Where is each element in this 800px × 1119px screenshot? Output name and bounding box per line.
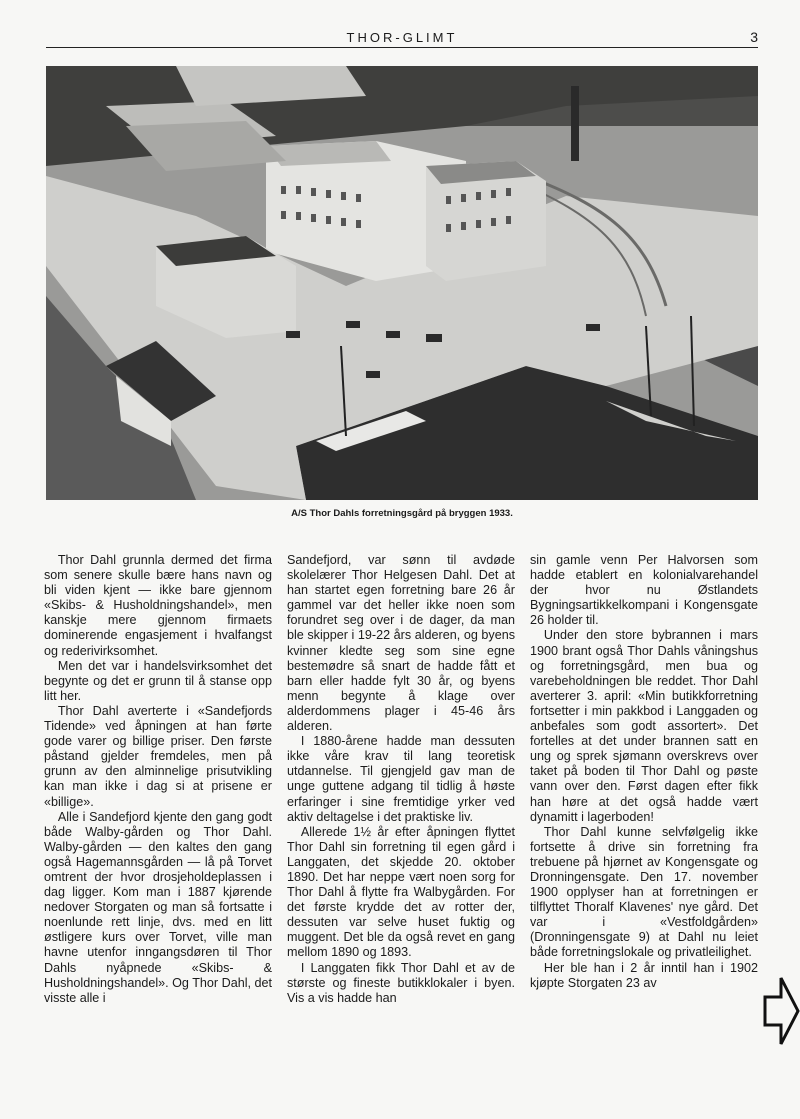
paragraph: Alle i Sandefjord kjente den gang godt både Walby-gården og Thor Dahl. Walby-gården — den kaltes den gang også Hagemannsgården — lå på Torvet omtrent der hvor drosjeholdeplassen i dag ligger. Kom man i 1887 kjørende nedover Storgaten og man så fortsatte i noenlunde rett linje, dvs. med en litt østligere kurs over Torvet, ville man havne utenfor inngangsdøren til Thor Dahls nyåpnede «Skibs- & Husholdningshandel». Og Thor Dahl, det visste alle i bbox=[44, 809, 273, 1005]
harbor-photograph bbox=[46, 66, 758, 500]
paragraph: Thor Dahl kunne selvfølgelig ikke fortsette å drive sin forretning fra trebuene på hjørnet av Kongensgate og Dronningensgate. Den 17. november 1900 opplyser han at forretningen er tilflyttet Thoralf Klavenes' nye gård. Det var i «Vestfoldgården» (Dronningensgate 9) at Dahl nu leiet både forretningslokale og privatleilighet. bbox=[530, 824, 758, 960]
aerial-harbor-image bbox=[46, 66, 758, 500]
paragraph: Thor Dahl averterte i «Sandefjords Tidende» ved åpningen at han førte gode varer og billige priser. Den første påstand gjelder fremdeles, men på grunn av den alminnelige prisutvikling kan man ikke i dag si at prisene er «billige». bbox=[44, 703, 272, 809]
publication-title: THOR-GLIMT bbox=[346, 30, 458, 45]
text-column-3 bbox=[530, 553, 758, 991]
paragraph: sin gamle venn Per Halvorsen som hadde etablert en kolonialvarehandel der hvor nu Østlandets Bygningsartikkelkompani i Kongensgate 26 holder til. bbox=[530, 553, 758, 628]
paragraph: I Langgaten fikk Thor Dahl et av de største og fineste butikklokaler i byen. Vis a vis hadde han bbox=[287, 960, 515, 1005]
paragraph: Under den store bybrannen i mars 1900 brant også Thor Dahls våningshus og forretningsgård, men bua og varebeholdningen ble reddet. Thor Dahl averterer 3. april: «Min butikkforretning fortsetter i min pakkbod i Langgaden og anbefales som godt assortert». Det fortelles at det under brannen satt en ung og sprek sjømann overskrevs over taket på boden til Thor Dahl og pøste vann over den. Først dagen efter fikk han høre at det også hadde vært dynamitt i lagerboden! bbox=[530, 628, 758, 824]
header-rule bbox=[46, 47, 758, 48]
paragraph: Her ble han i 2 år inntil han i 1902 kjøpte Storgaten 23 av bbox=[530, 960, 758, 990]
running-header bbox=[46, 26, 758, 48]
paragraph: Sandefjord, var sønn til avdøde skolelærer Thor Helgesen Dahl. Det at han startet egen forretning bare 26 år gammel var det heller ikke noen som forundret seg over i de dager, da man ble skipper i 19-22 års alderen, og byens kvinner kledte seg som sine egne bestemødre så snart de hadde fått et barn eller hadde fylt 30 år, og byens menn begynte å klage over alderdommens plager i 45-46 års alderen. bbox=[287, 553, 515, 734]
text-column-1 bbox=[44, 553, 272, 1006]
page-number: 3 bbox=[750, 29, 758, 45]
paragraph: Thor Dahl grunnla dermed det firma som senere skulle bære hans navn og bli viden kjent — ikke bare gjennom «Skibs- & Husholdningshandel», men kanskje mere gjennom firmaets dominerende engasjement i hvalfangst og rederivirksomhet. bbox=[44, 553, 272, 658]
paragraph: Allerede 1½ år efter åpningen flyttet Thor Dahl sin forretning til egen gård i Langgaten, det skjedde 20. oktober 1890. Det har neppe vært noen sorg for Thor Dahl å flytte fra Walbygården. For det første krydde det av rotter der, dessuten var selve huset fuktig og muggent. Det ble da også revet en gang mellom 1890 og 1893. bbox=[287, 824, 515, 960]
text-column-2 bbox=[287, 553, 515, 1006]
photo-caption: A/S Thor Dahls forretningsgård på bryggen 1933. bbox=[291, 508, 513, 519]
paragraph: I 1880-årene hadde man dessuten ikke våre krav til lang teoretisk utdannelse. Til gjengjeld gav man de unge guttene adgang til tidlig å høste erfaringer i sine fremtidige yrker ved aktiv deltagelse i det praktiske liv. bbox=[287, 734, 515, 824]
continue-arrow-icon bbox=[763, 975, 800, 1047]
paragraph: Men det var i handelsvirksomhet det begynte og det er grunn til å stanse opp litt her. bbox=[44, 658, 272, 703]
